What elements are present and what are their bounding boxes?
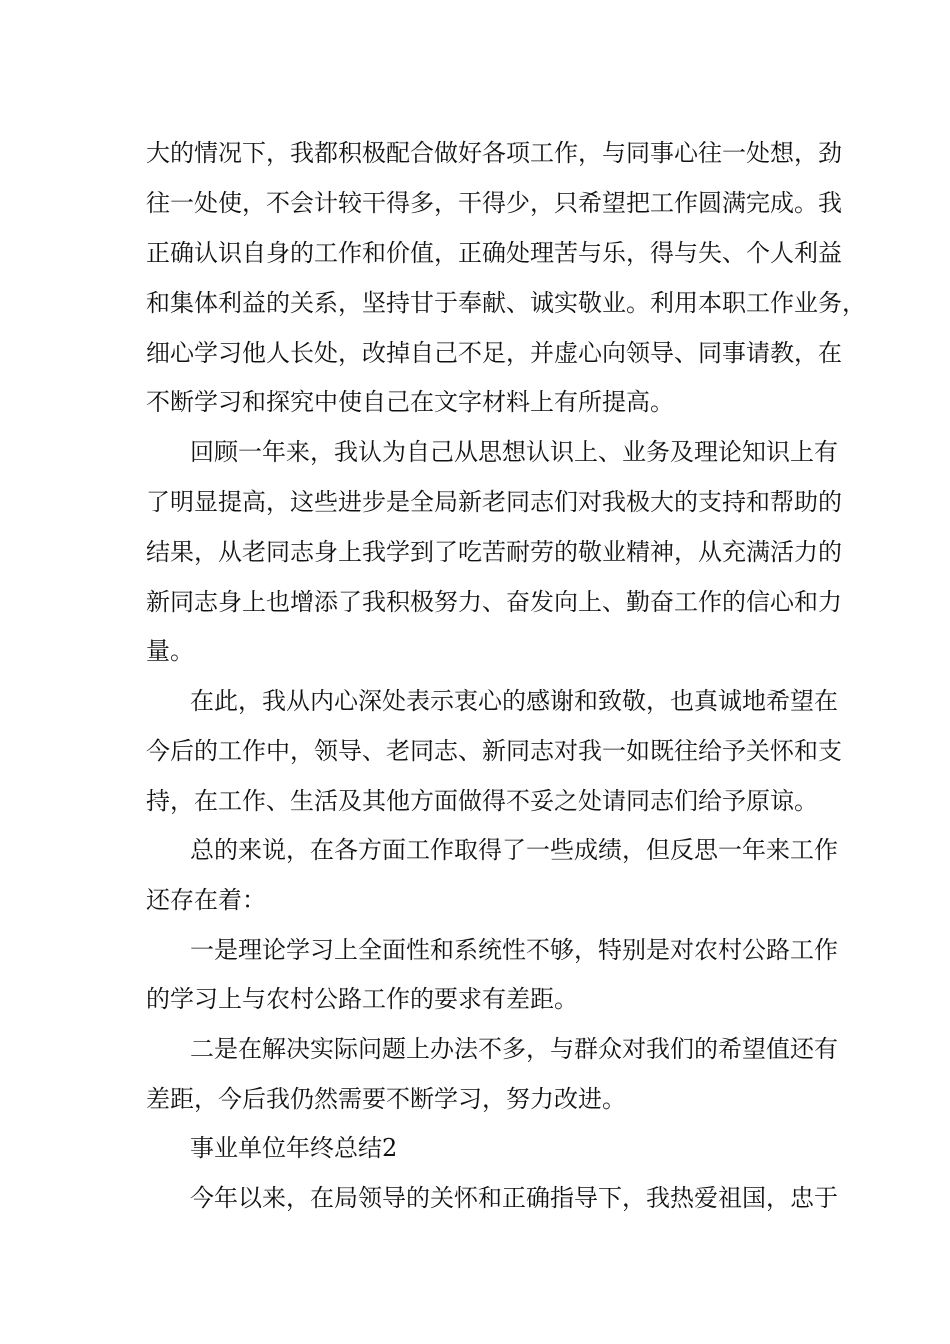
text-line: 结果，从老同志身上我学到了吃苦耐劳的敬业精神，从充满活力的 [146,538,842,566]
text-line: 正确认识自身的工作和价值，正确处理苦与乐，得与失、个人利益 [146,239,842,267]
text-line: 大的情况下，我都积极配合做好各项工作，与同事心往一处想，劲 [146,139,842,167]
paragraph-first-line: 回顾一年来，我认为自己从思想认识上、业务及理论知识上有 [190,438,838,466]
text-line: 差距，今后我仍然需要不断学习，努力改进。 [146,1085,626,1113]
text-line: 持，在工作、生活及其他方面做得不妥之处请同志们给予原谅。 [146,787,818,815]
paragraph-first-line: 二是在解决实际问题上办法不多，与群众对我们的希望值还有 [190,1035,838,1063]
paragraph-first-line: 总的来说，在各方面工作取得了一些成绩，但反思一年来工作 [190,836,838,864]
text-line: 和集体利益的关系，坚持甘于奉献、诚实敬业。利用本职工作业务， [146,289,866,317]
paragraph-first-line: 在此，我从内心深处表示衷心的感谢和致敬，也真诚地希望在 [190,687,838,715]
paragraph-first-line: 今年以来，在局领导的关怀和正确指导下，我热爱祖国，忠于 [190,1184,838,1212]
text-line: 新同志身上也增添了我积极努力、奋发向上、勤奋工作的信心和力 [146,588,842,616]
text-line: 量。 [146,637,194,665]
text-line: 不断学习和探究中使自己在文字材料上有所提高。 [146,388,674,416]
section-heading: 事业单位年终总结2 [190,1134,398,1162]
text-line: 今后的工作中，领导、老同志、新同志对我一如既往给予关怀和支 [146,737,842,765]
paragraph-first-line: 一是理论学习上全面性和系统性不够，特别是对农村公路工作 [190,936,838,964]
text-line: 的学习上与农村公路工作的要求有差距。 [146,985,578,1013]
text-line: 往一处使，不会计较干得多，干得少，只希望把工作圆满完成。我 [146,189,842,217]
text-line: 还存在着： [146,886,266,914]
text-line: 细心学习他人长处，改掉自己不足，并虚心向领导、同事请教，在 [146,339,842,367]
text-line: 了明显提高，这些进步是全局新老同志们对我极大的支持和帮助的 [146,488,842,516]
